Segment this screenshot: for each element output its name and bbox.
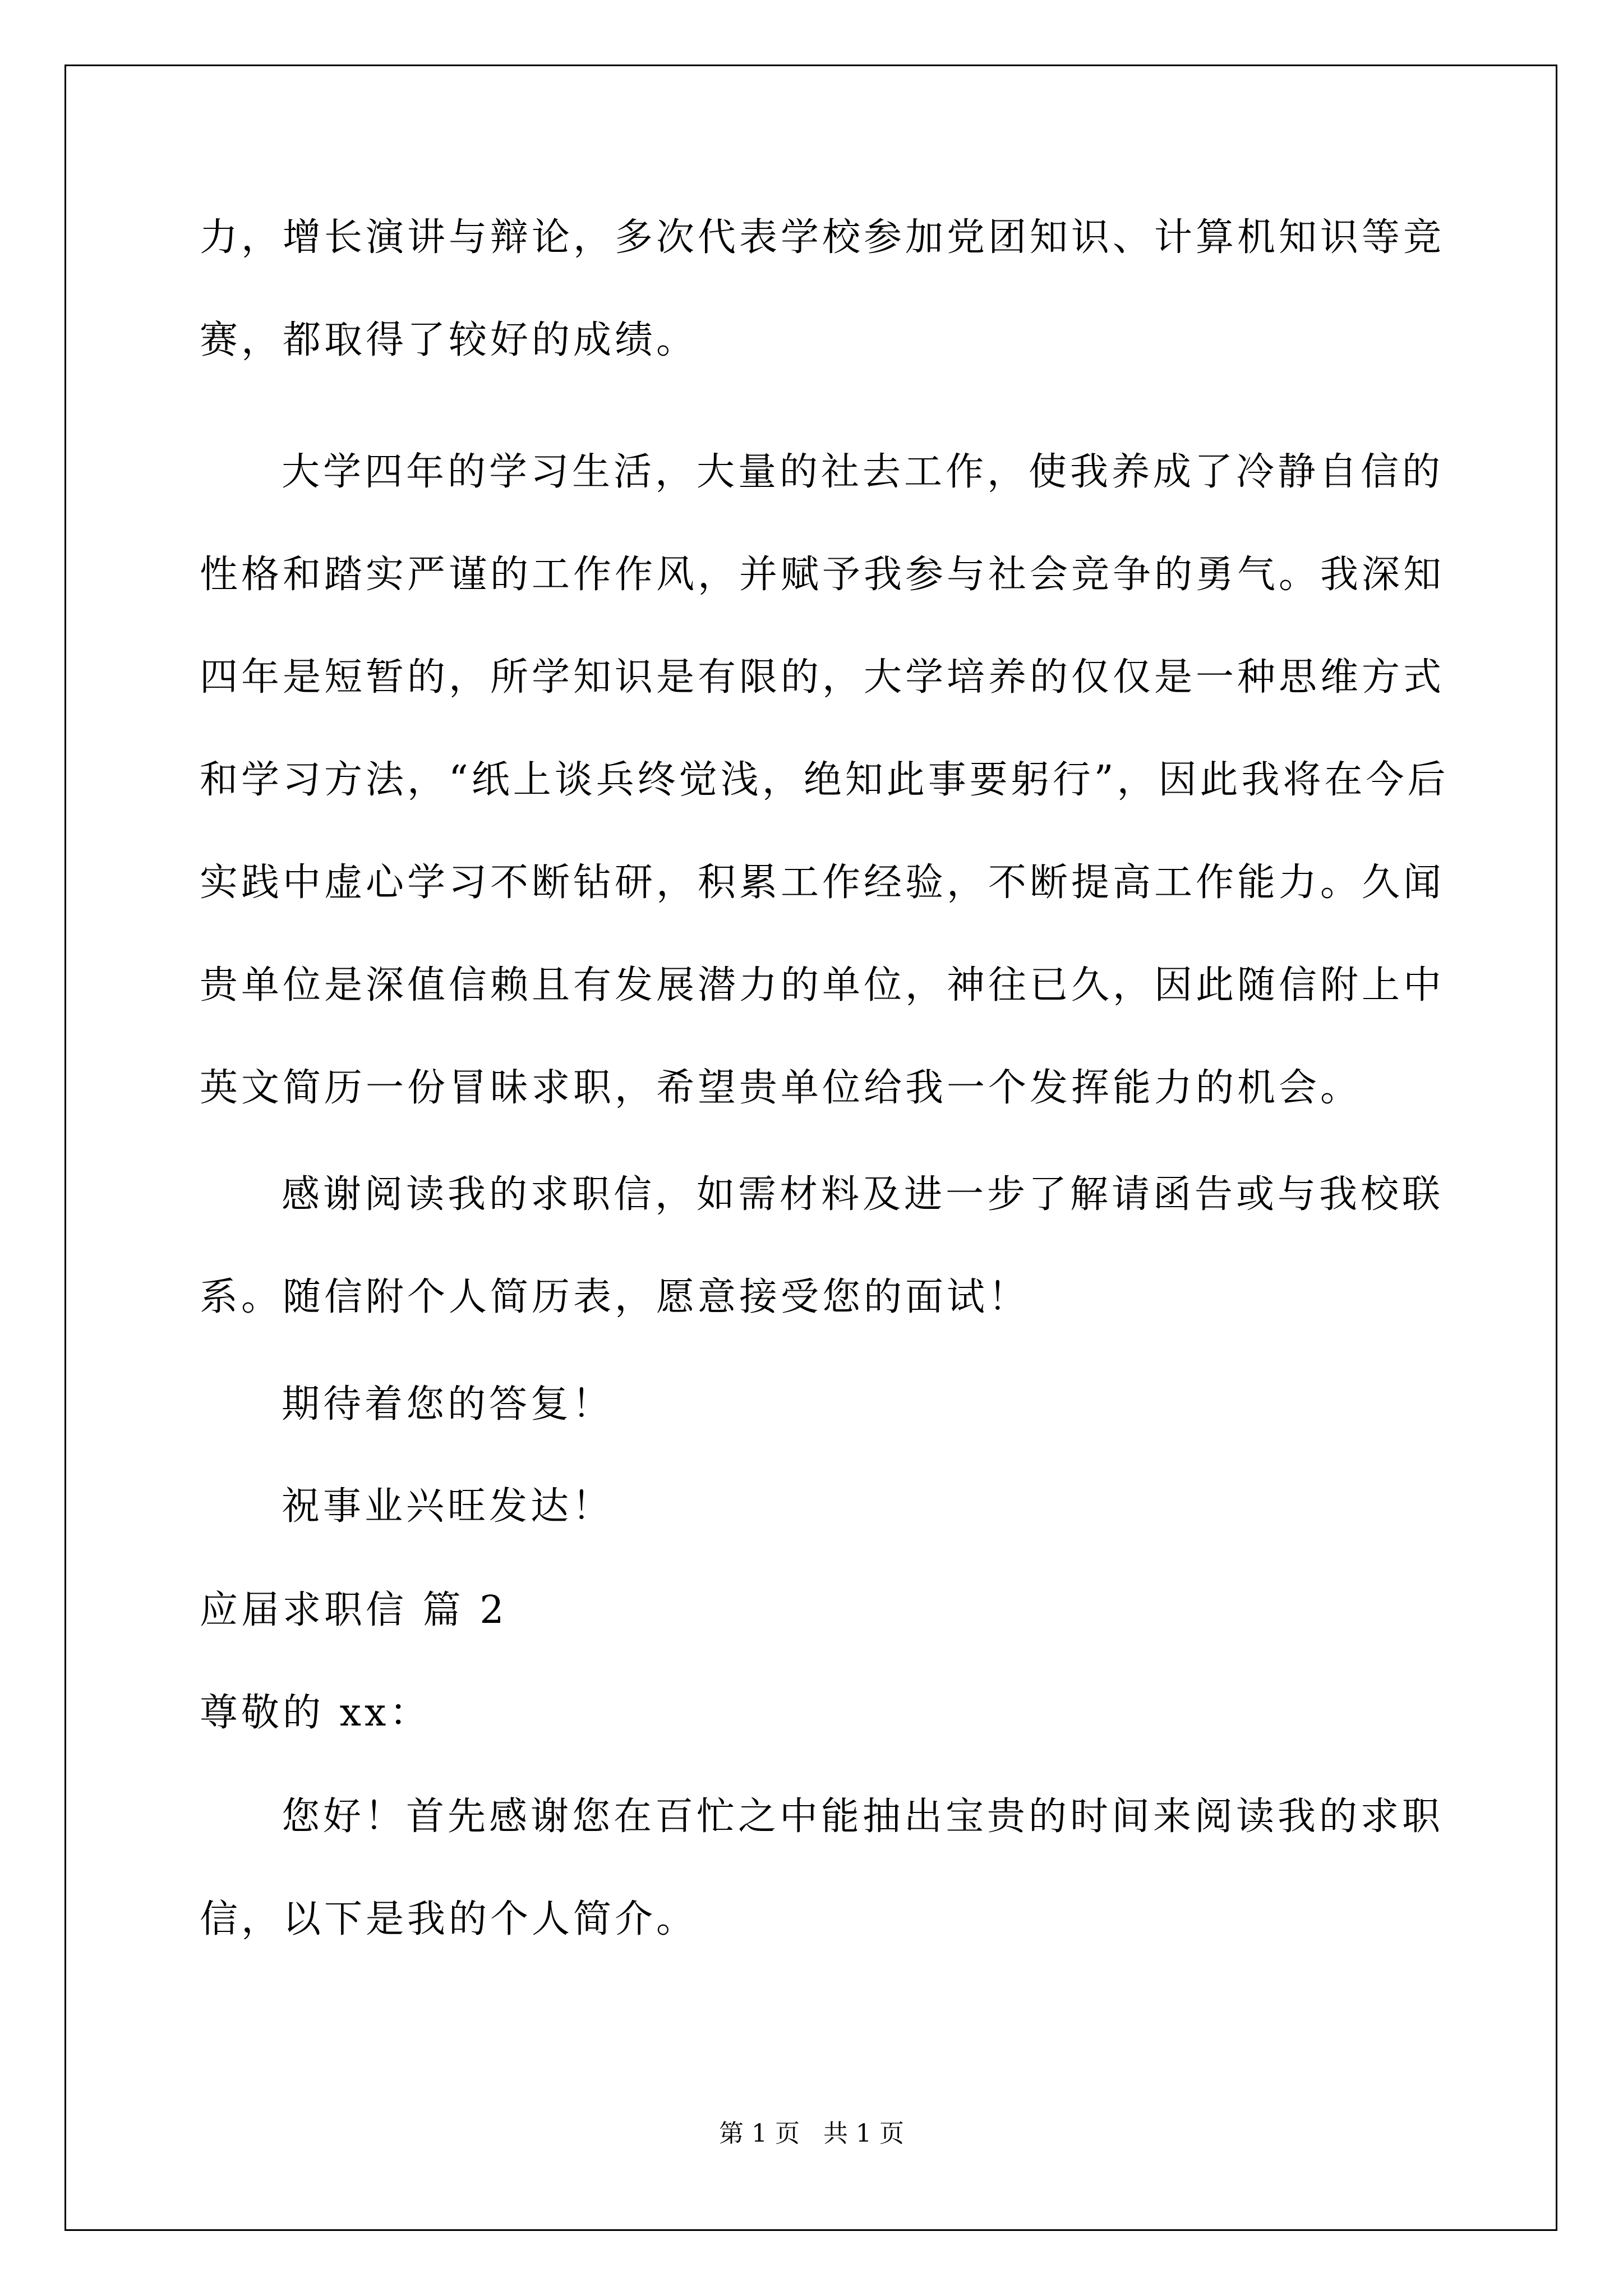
text-line: 贵单位是深值信赖且有发展潜力的单位，神往已久，因此随信附上中 [200,963,1445,1007]
text-line: 四年是短暂的，所学知识是有限的，大学培养的仅仅是一种思维方式 [200,655,1445,700]
closing-line: 期待着您的答复！ [282,1382,614,1427]
section-title: 应届求职信 篇 2 [200,1588,508,1632]
paragraph-start-line: 您好！首先感谢您在百忙之中能抽出宝贵的时间来阅读我的求职 [282,1795,1444,1839]
text-line: 力，增长演讲与辩论，多次代表学校参加党团知识、计算机知识等竞 [200,215,1445,260]
text-line: 性格和踏实严谨的工作作风，并赋予我参与社会竞争的勇气。我深知 [200,553,1445,597]
text-line: 实践中虚心学习不断钻研，积累工作经验，不断提高工作能力。久闻 [200,861,1445,905]
page-footer: 第 1 页 共 1 页 [719,2119,904,2148]
paragraph-start-line: 大学四年的学习生活，大量的社去工作，使我养成了冷静自信的 [282,450,1444,494]
text-line: 英文简历一份冒昧求职，希望贵单位给我一个发挥能力的机会。 [200,1066,1362,1110]
text-line: 信，以下是我的个人简介。 [200,1897,698,1941]
closing-line: 祝事业兴旺发达！ [282,1484,614,1529]
text-line: 和学习方法，“纸上谈兵终觉浅，绝知此事要躬行”，因此我将在今后 [200,758,1449,802]
salutation: 尊敬的 xx： [200,1691,431,1735]
paragraph-start-line: 感谢阅读我的求职信，如需材料及进一步了解请函告或与我校联 [282,1172,1444,1217]
text-line: 系。随信附个人简历表，愿意接受您的面试！ [200,1275,1030,1319]
text-line: 赛，都取得了较好的成绩。 [200,318,698,362]
